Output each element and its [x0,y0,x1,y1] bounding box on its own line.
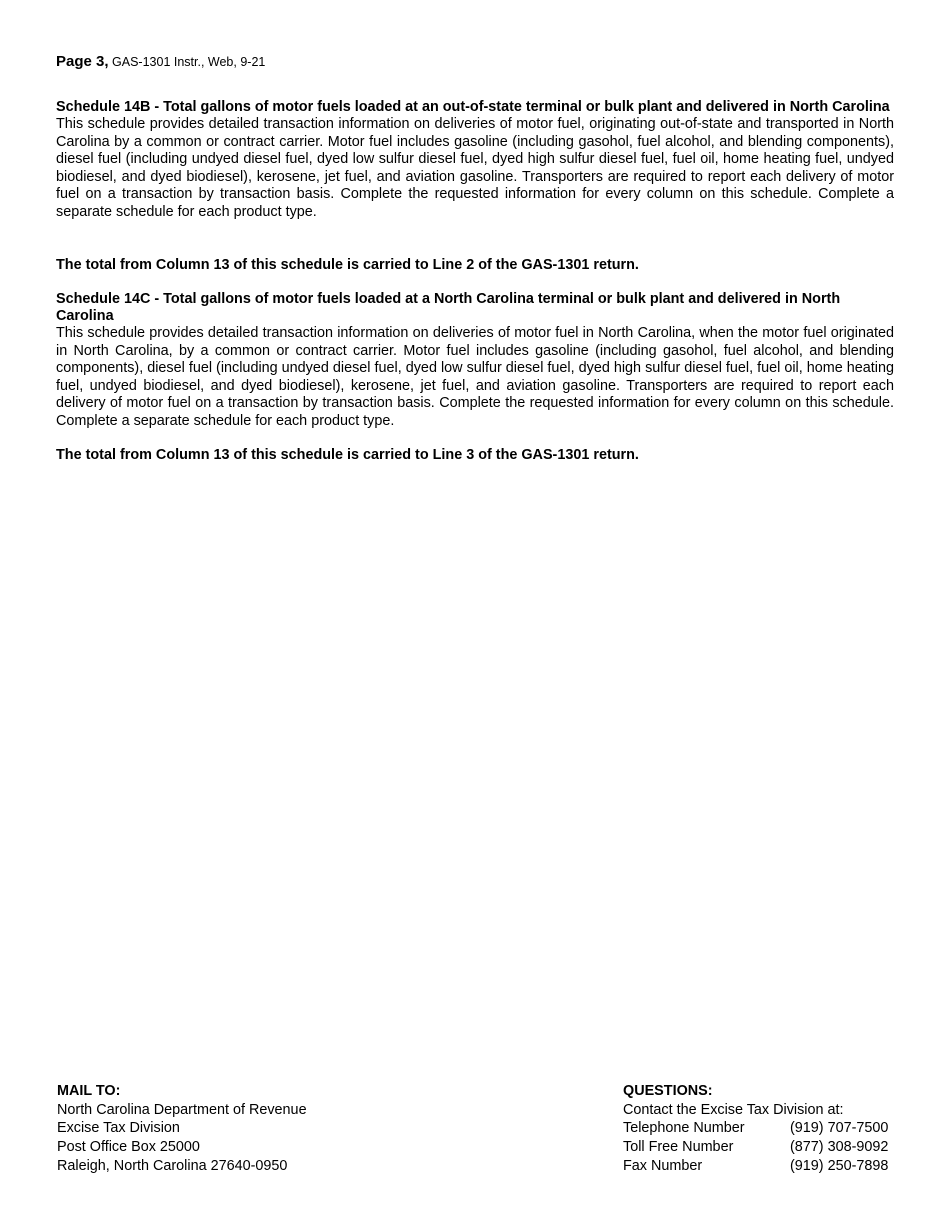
schedule-14b-section [56,99,894,222]
schedule-14c-body: This schedule provides detailed transaction information on deliveries of motor fuel in North Carolina, when the motor fuel originated in North Carolina, by a common or contract carrier. Motor fuel includes gasoline (including gasohol, fuel alcohol, and blending components), diesel fuel (including undyed diesel fuel, dyed low sulfur diesel fuel, dyed high sulfur diesel fuel, fuel oil, home heating fuel, undyed biodiesel, and dyed biodiesel), kerosene, jet fuel, and aviation gasoline. Transporters are required to report each delivery of motor fuel on a transaction by transaction basis. Complete the requested information for every column on this schedule. Complete a separate schedule for each product type. [56,325,894,429]
contact-value: (919) 707-7500 [790,1120,889,1137]
schedule-14b-body: This schedule provides detailed transaction information on deliveries of motor fuel, originating out-of-state and transported in North Carolina by a common or contract carrier. Motor fuel includes gasoline (including gasohol, fuel alcohol, and blending components), diesel fuel (including undyed diesel fuel, dyed low sulfur diesel fuel, dyed high sulfur diesel fuel, fuel oil, home heating fuel, undyed biodiesel, and dyed biodiesel), kerosene, jet fuel, and aviation gasoline. Transporters are required to report each delivery of motor fuel on a transaction by transaction basis. Complete the requested information for every column on this schedule. Complete a separate schedule for each product type. [56,116,894,220]
contact-row [623,1138,888,1157]
schedule-14b-note: The total from Column 13 of this schedule is carried to Line 2 of the GAS-1301 return. [56,257,639,273]
contact-label: Fax Number [623,1157,703,1174]
schedule-14c-title: Schedule 14C - Total gallons of motor fuels loaded at a North Carolina terminal or bulk plant and delivered in North Carolina [56,291,841,324]
contact-label: Toll Free Number [623,1139,734,1156]
schedule-14c-section [56,291,894,431]
mail-to-heading: MAIL TO: [57,1083,121,1099]
page-number: Page 3 [56,53,105,70]
contact-row [623,1119,888,1138]
schedule-14c-note: The total from Column 13 of this schedule is carried to Line 3 of the GAS-1301 return. [56,447,639,463]
questions-block [623,1082,888,1176]
mail-to-line: Excise Tax Division [57,1120,180,1137]
mail-to-line: Post Office Box 25000 [57,1139,200,1156]
mail-to-block [57,1082,307,1176]
contact-value: (919) 250-7898 [790,1157,889,1174]
contact-label: Telephone Number [623,1120,745,1137]
page-header: Page 3, GAS-1301 Instr., Web, 9-21 [56,53,266,70]
questions-intro: Contact the Excise Tax Division at: [623,1101,844,1118]
contact-value: (877) 308-9092 [790,1139,889,1156]
mail-to-line: North Carolina Department of Revenue [57,1101,307,1118]
questions-heading: QUESTIONS: [623,1083,713,1099]
mail-to-line: Raleigh, North Carolina 27640-0950 [57,1157,288,1174]
form-id: GAS-1301 Instr., Web, 9-21 [112,55,266,69]
contact-row [623,1157,888,1176]
schedule-14b-title: Schedule 14B - Total gallons of motor fuels loaded at an out-of-state terminal or bulk plant and delivered in North Carolina [56,99,890,115]
